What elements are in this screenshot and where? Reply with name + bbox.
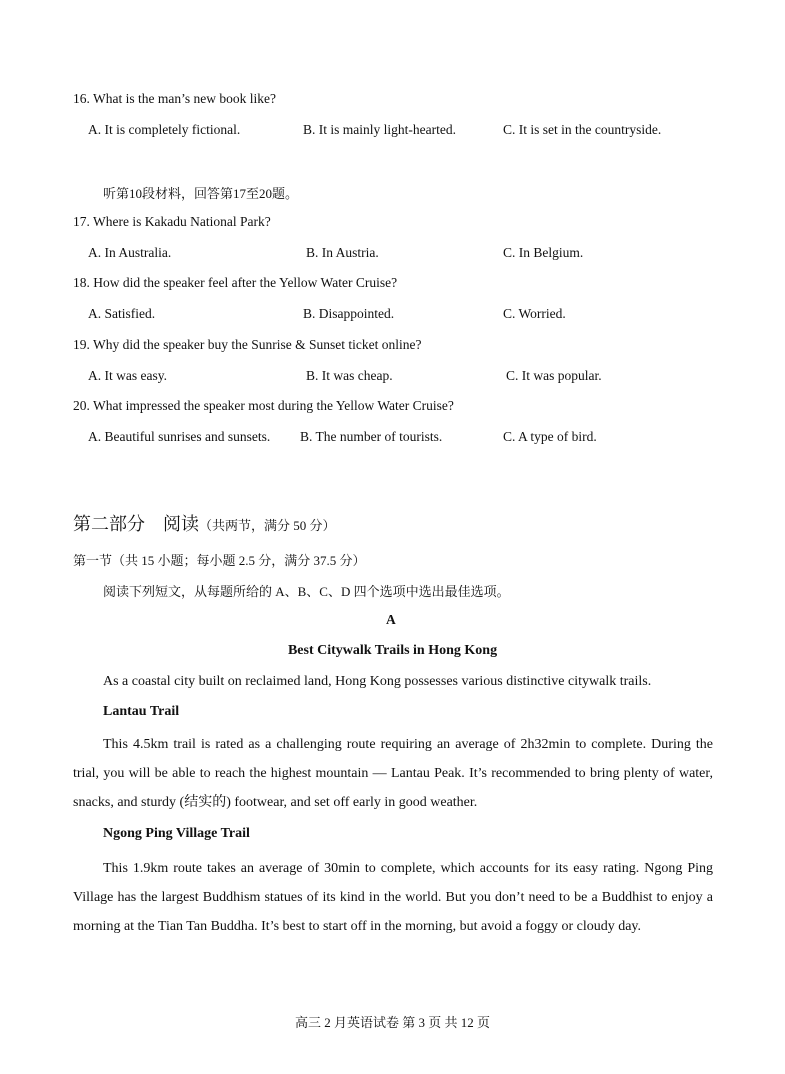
part-title: 第二部分 阅读 — [73, 514, 199, 534]
passage-intro: As a coastal city built on reclaimed land, Hong Kong possesses various distinctive citywalk trails. — [103, 674, 652, 689]
q18-option-c: C. Worried. — [503, 306, 566, 321]
listening-instruction: 听第10段材料，回答第17至20题。 — [103, 186, 299, 201]
q17-option-b: B. In Austria. — [306, 245, 379, 260]
q20-option-c: C. A type of bird. — [503, 429, 597, 444]
q17-option-c: C. In Belgium. — [503, 245, 584, 260]
passage-title: Best Citywalk Trails in Hong Kong — [287, 643, 498, 658]
page-footer: 高三 2 月英语试卷 第 3 页 共 12 页 — [294, 1015, 490, 1030]
passage-letter: A — [386, 612, 396, 627]
q20-option-a: A. Beautiful sunrises and sunsets. — [88, 429, 271, 444]
q17-stem: 17. Where is Kakadu National Park? — [73, 214, 271, 229]
q20-option-b: B. The number of tourists. — [300, 429, 443, 444]
part-two-heading — [73, 510, 336, 536]
section-title: 第一节（共 15 小题；每小题 2.5 分，满分 37.5 分） — [73, 553, 366, 568]
q19-option-a: A. It was easy. — [88, 368, 167, 383]
q18-option-a: A. Satisfied. — [88, 306, 156, 321]
q18-stem: 18. How did the speaker feel after the Yellow Water Cruise? — [73, 275, 398, 290]
q19-option-b: B. It was cheap. — [306, 368, 393, 383]
q19-stem: 19. Why did the speaker buy the Sunrise & Sunset ticket online? — [73, 337, 422, 352]
trail1-heading: Lantau Trail — [103, 704, 180, 719]
q16-stem: 16. What is the man’s new book like? — [73, 91, 276, 106]
part-note: （共两节，满分 50 分） — [199, 518, 336, 533]
q16-option-a: A. It is completely fictional. — [88, 122, 241, 137]
trail2-paragraph: This 1.9km route takes an average of 30min to complete, which accounts for its easy rating. Ngong Ping Village has the largest Buddhism statues of its kind in the world. But you don’t need to be a Buddhist to enjoy a morning at the Tian Tan Buddha. It’s best to start off in the morning, but avoid a foggy or cloudy day. — [73, 861, 713, 934]
trail2-heading: Ngong Ping Village Trail — [103, 826, 250, 841]
q19-option-c: C. It was popular. — [506, 368, 602, 383]
reading-instruction: 阅读下列短文，从每题所给的 A、B、C、D 四个选项中选出最佳选项。 — [103, 584, 510, 599]
trail1-paragraph: This 4.5km trail is rated as a challenging route requiring an average of 2h32min to complete. During the trial, you will be able to reach the highest mountain — Lantau Peak. It’s recommended to bring plenty of water, snacks, and sturdy (结实的) footwear, and set off early in good weather. — [73, 737, 713, 810]
q20-stem: 20. What impressed the speaker most during the Yellow Water Cruise? — [73, 398, 454, 413]
q16-option-c: C. It is set in the countryside. — [503, 122, 662, 137]
q18-option-b: B. Disappointed. — [303, 306, 395, 321]
q17-option-a: A. In Australia. — [88, 245, 172, 260]
q16-option-b: B. It is mainly light-hearted. — [303, 122, 456, 137]
